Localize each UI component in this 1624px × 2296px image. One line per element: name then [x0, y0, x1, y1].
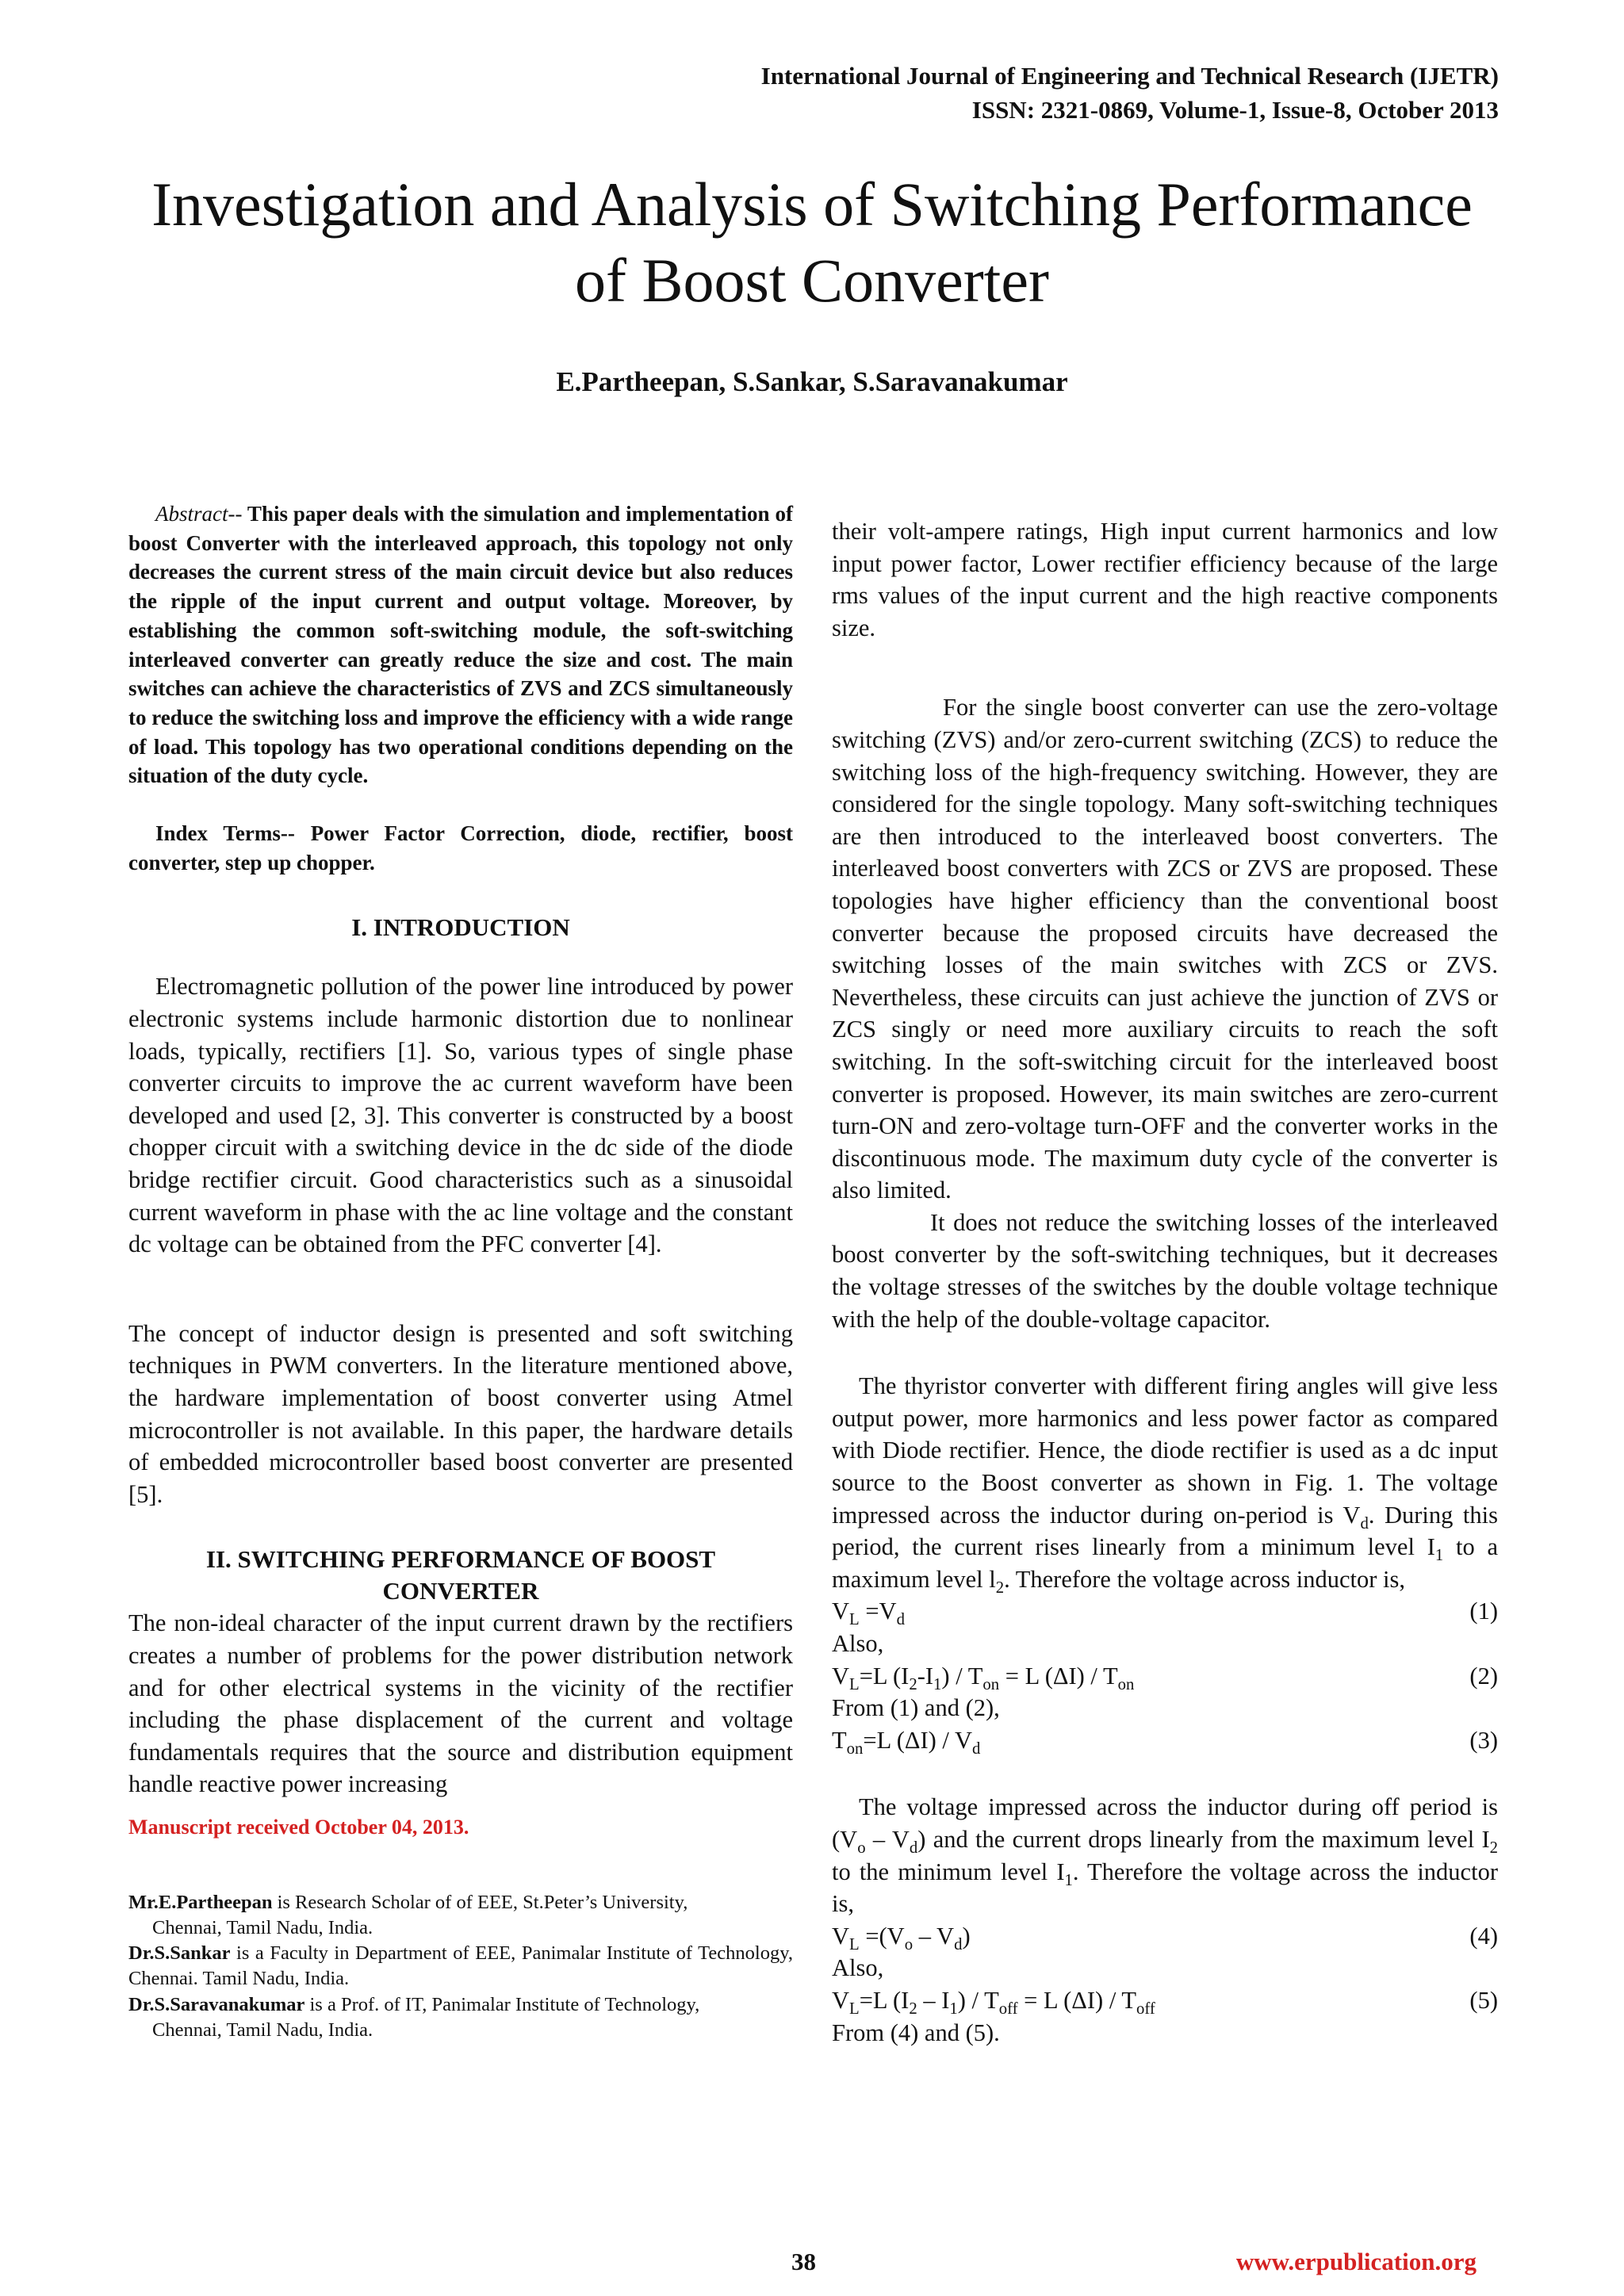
footnote-author-3-name: Dr.S.Saravanakumar [128, 1993, 305, 2015]
equation-5-body: $V_L=L$ $(I_2 - I_1) / T_{off} = L$ $(\Delta I) / T_{off}$ [832, 1986, 1155, 2019]
footnote-author-1-name: Mr.E.Partheepan [128, 1891, 273, 1913]
abstract-lead: Abstract-- [155, 502, 243, 526]
right-paragraph-5 [832, 1791, 1498, 1919]
right-paragraph-4 [832, 1370, 1498, 1595]
journal-header [761, 59, 1499, 127]
p5-sub-o: o [857, 1839, 866, 1858]
section2-heading-line1: II. SWITCHING PERFORMANCE OF BOOST [205, 1545, 716, 1574]
footnote-author-2 [128, 1941, 793, 1992]
equation-3 [832, 1724, 1498, 1757]
intro-paragraph-1: Electromagnetic pollution of the power line introduced by power electronic systems include harmonic distortion due to nonlinear loads, typically, rectifiers [1]. So, various types of single phase converter circuits to improve the ac current waveform have been developed and used [2, 3]. This converter is constructed by a boost chopper circuit with a switching device in the dc side of the diode bridge rectifier circuit. Good characteristics such as a sinusoidal current waveform in phase with the ac line voltage and the constant dc voltage can be obtained from the PFC converter [4]. [128, 973, 793, 1258]
footnote-author-3 [128, 1992, 793, 2018]
p5-sub-d: d [909, 1839, 918, 1858]
section2-heading [128, 1544, 793, 1607]
p5-text-g: to the minimum level I [832, 1858, 1065, 1885]
p4-sub-d: d [1360, 1514, 1369, 1533]
abstract-text: This paper deals with the simulation and implementation of boost Converter with the interleaved approach, this topology not only decreases the current stress of the main circuit device but also reduces the ripple of the input current and output voltage. Moreover, by establishing the common soft-switching module, the soft-switching interleaved converter can greatly reduce the size and cost. The main switches can achieve the characteristics of ZVS and ZCS simultaneously to reduce the switching loss and improve the efficiency with a wide range of load. This topology has two operational conditions depending on the situation of the duty cycle. [128, 502, 793, 788]
abstract [128, 499, 793, 790]
p5-sub-2: 2 [1489, 1839, 1498, 1858]
equation-1 [832, 1595, 1498, 1628]
from-1-2: From (1) and (2), [832, 1694, 1000, 1722]
journal-issn: ISSN: 2321-0869, Volume-1, Issue-8, October 2013 [971, 96, 1499, 124]
p4-sub-1: 1 [1434, 1547, 1444, 1565]
footnote-author-1-cont: Chennai, Tamil Nadu, India. [152, 1916, 373, 1938]
right-paragraph-1: their volt-ampere ratings, High input current harmonics and low input power factor, Lower rectifier efficiency because of the large rms values of the input current and the high reactive components size. [832, 518, 1498, 641]
intro-paragraph-2: The concept of inductor design is presented and soft switching techniques in PWM converters. In the literature mentioned above, the hardware implementation of boost converter using Atmel microcontroller is not available. In this paper, the hardware details of embedded microcontroller based boost converter are presented [5]. [128, 1319, 793, 1508]
p4-text-a: The thyristor converter with different firing angles will give less output power, more harmonics and less power factor as compared with Diode rectifier. Hence, the diode rectifier is used as a dc input source to the Boost converter as shown in Fig. 1. The voltage impressed across the inductor during on-period is V [832, 1372, 1498, 1529]
also-1: Also, [832, 1630, 884, 1657]
equation-1-body: $V_L =V_d$ [832, 1598, 905, 1629]
author-footnotes [128, 1890, 793, 2044]
also-2: Also, [832, 1954, 884, 1982]
p4-sub-2: 2 [995, 1578, 1005, 1597]
manuscript-note: Manuscript received October 04, 2013. [128, 1815, 469, 1839]
footnote-author-2-name: Dr.S.Sankar [128, 1942, 231, 1965]
p4-text-g: . Therefore the voltage across inductor is, [1004, 1565, 1405, 1593]
footnote-author-3-cont: Chennai, Tamil Nadu, India. [152, 2019, 373, 2041]
equation-3-number: (3) [1469, 1726, 1498, 1754]
equation-1-number: (1) [1469, 1598, 1498, 1625]
section2-heading-line2: CONVERTER [382, 1577, 539, 1605]
paper-title [0, 166, 1624, 319]
equation-4-body: $V_L =(V_o - V_d)$ [832, 1922, 971, 1954]
p4-text-e: to a maximum level l [832, 1533, 1498, 1593]
footnote-author-1-text: is Research Scholar of of EEE, St.Peter’s University, [272, 1891, 688, 1913]
publisher-website[interactable]: www.erpublication.org [1235, 2248, 1477, 2275]
p5-text-e: ) and the current drops linearly from the maximum level I [917, 1825, 1490, 1853]
journal-name: International Journal of Engineering and Technical Research (IJETR) [760, 62, 1499, 90]
right-paragraph-3: It does not reduce the switching losses of the interleaved boost converter by the soft-switching techniques, but it decreases the voltage stresses of the switches by the double voltage technique with the help of the double-voltage capacitor. [832, 1208, 1498, 1333]
equation-4 [832, 1920, 1498, 1953]
section2-paragraph-1: The non-ideal character of the input current drawn by the rectifiers creates a number of problems for the power distribution network and for other electrical systems in the vicinity of the rectifier including the phase displacement of the current and voltage fundamentals requires that the source and distribution equipment handle reactive power increasing [128, 1609, 793, 1798]
equation-2-body: $V_L=L$ $(I_2-I_1) / T_{on} = L$ $(\Delta I) / T_{on}$ [832, 1662, 1135, 1693]
right-column [832, 515, 1498, 2049]
p5-sub-1: 1 [1064, 1871, 1073, 1889]
p4-text-c: . During this period, the current rises linearly from a minimum level I [832, 1501, 1498, 1561]
intro-heading: I. INTRODUCTION [351, 913, 570, 942]
title-line-2: of Boost Converter [575, 246, 1049, 315]
equation-5 [832, 1984, 1498, 2017]
p5-text-i: . Therefore the voltage across the inductor is, [832, 1858, 1498, 1918]
footnote-author-3-text: is a Prof. of IT, Panimalar Institute of Technology, [304, 1993, 700, 2015]
p5-text-a: The voltage impressed across the inductor during off period is (V [832, 1793, 1498, 1853]
footnote-author-1 [128, 1890, 793, 1915]
equation-2-number: (2) [1469, 1662, 1498, 1689]
authors: E.Partheepan, S.Sankar, S.Saravanakumar [556, 366, 1068, 397]
equation-4-number: (4) [1469, 1922, 1498, 1950]
left-column [128, 499, 793, 2043]
title-line-1: Investigation and Analysis of Switching Performance [151, 170, 1473, 239]
page-number: 38 [791, 2248, 816, 2275]
from-4-5: From (4) and (5). [832, 2019, 1000, 2046]
equation-3-body: $T_{on}=L$ $(\Delta I) / V_d$ [832, 1726, 981, 1758]
footnote-author-2-text: is a Faculty in Department of EEE, Panimalar Institute of Technology, Chennai. Tamil Nadu, India. [128, 1942, 793, 1990]
index-terms: Index Terms-- Power Factor Correction, diode, rectifier, boost converter, step up chopper. [128, 821, 793, 874]
p5-text-c: – V [865, 1825, 910, 1853]
right-paragraph-2: For the single boost converter can use the zero-voltage switching (ZVS) and/or zero-current switching (ZCS) to reduce the switching loss of the high-frequency switching. However, they are considered for the single topology. Many soft-switching techniques are then introduced to the interleaved boost converters. The interleaved boost converters with ZCS or ZVS are proposed. These topologies have higher efficiency than the conventional boost converter because the proposed circuits have decreased the switching losses of the main switches with ZCS or ZVS. Nevertheless, these circuits can just achieve the junction of ZVS or ZCS singly or need more auxiliary circuits to reach the soft switching. In the soft-switching circuit for the interleaved boost converter is proposed. However, its main switches are zero-current turn-ON and zero-voltage turn-OFF and the converter works in the discontinuous mode. The maximum duty cycle of the converter is also limited. [832, 694, 1498, 1204]
equation-5-number: (5) [1469, 1986, 1498, 2014]
equation-2 [832, 1660, 1498, 1693]
